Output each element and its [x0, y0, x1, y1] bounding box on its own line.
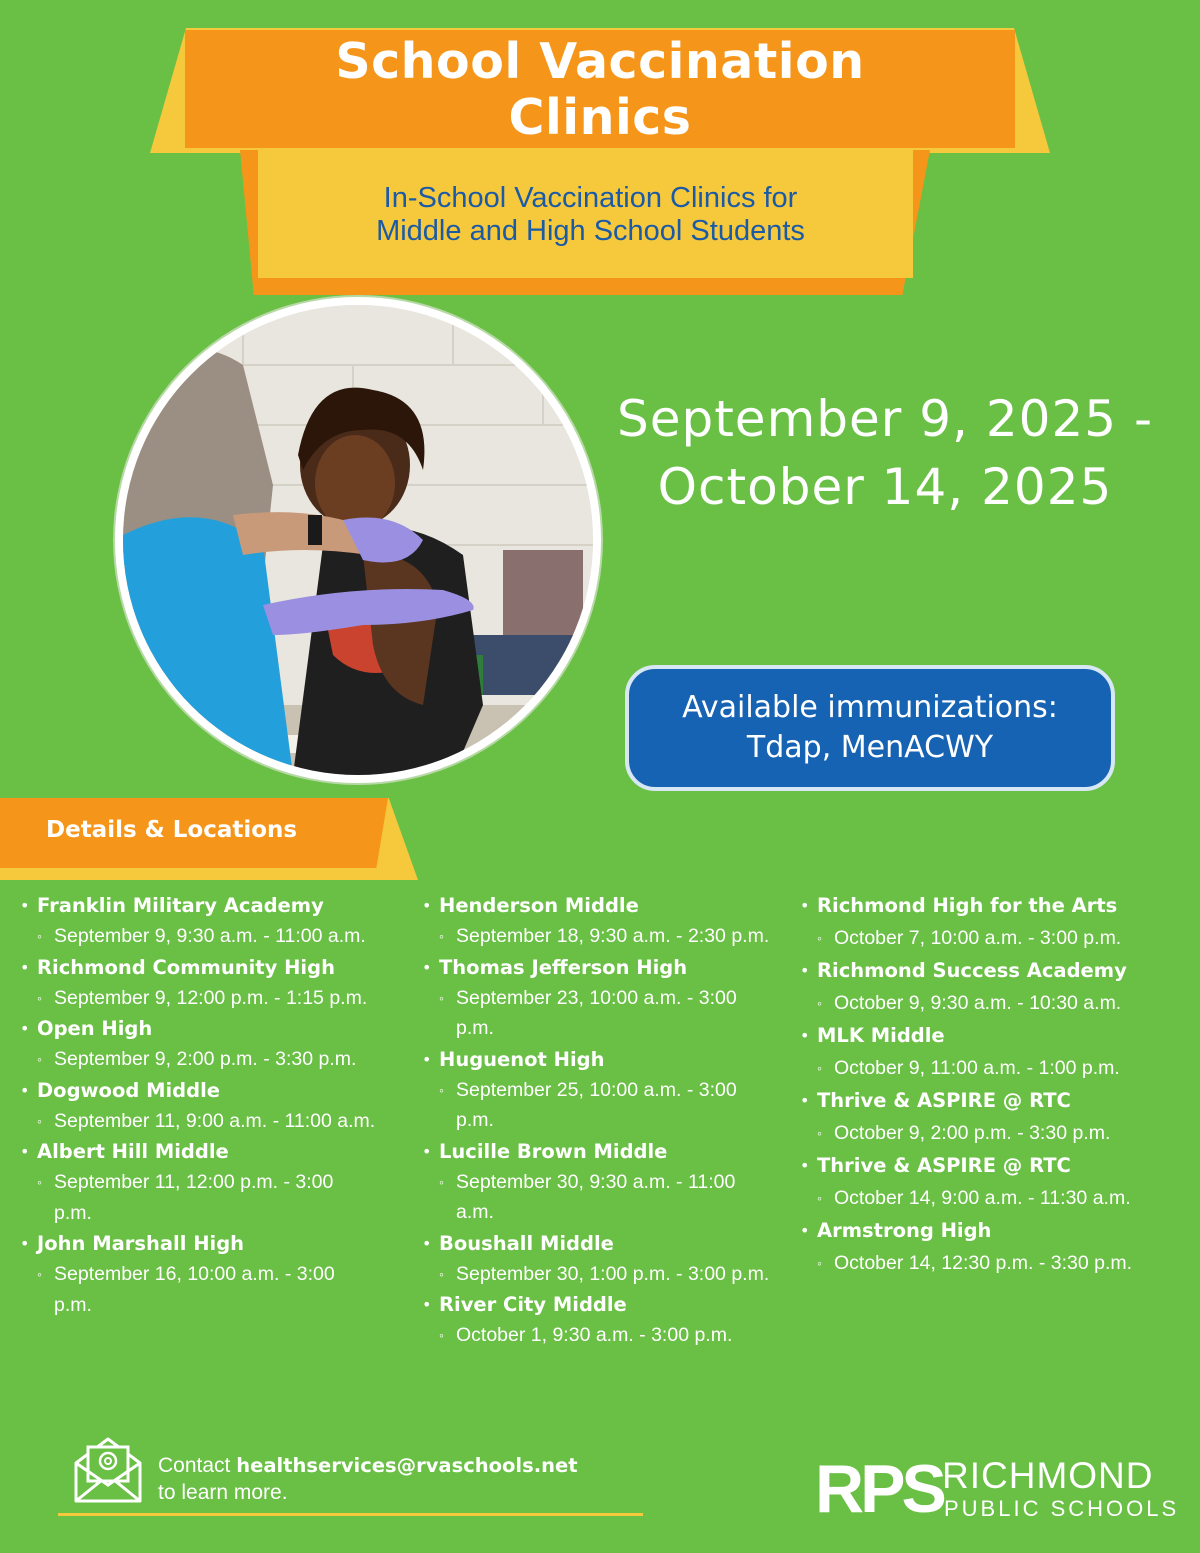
location-name: • Thomas Jefferson High	[439, 955, 688, 979]
immunizations-label: Available immunizations:	[682, 690, 1058, 725]
vaccination-illustration	[123, 305, 593, 775]
location-time: ◦ October 14, 12:30 p.m. - 3:30 p.m.	[817, 1246, 1195, 1280]
location-item	[800, 1215, 1195, 1280]
location-time: ◦ September 23, 10:00 a.m. - 3:00 p.m.	[439, 983, 771, 1044]
locations-column-3	[800, 890, 1195, 1280]
location-item	[20, 1075, 415, 1137]
page-subtitle	[258, 182, 923, 248]
title-line-1: School Vaccination	[335, 33, 865, 90]
location-name: • Armstrong High	[817, 1219, 992, 1242]
locations-list	[800, 890, 1195, 1280]
location-name: • Franklin Military Academy	[37, 894, 324, 917]
date-range-start: September 9, 2025 -	[616, 390, 1154, 448]
locations-list	[20, 890, 415, 1320]
location-time: ◦ October 9, 2:00 p.m. - 3:30 p.m.	[817, 1116, 1195, 1150]
location-item	[422, 952, 782, 1044]
location-item	[422, 1044, 782, 1136]
rps-logo-name: RICHMOND	[942, 1455, 1154, 1496]
location-time: ◦ October 9, 11:00 a.m. - 1:00 p.m.	[817, 1051, 1195, 1085]
location-name: • River City Middle	[439, 1293, 627, 1316]
location-item	[422, 890, 782, 952]
contact-prefix: Contact	[158, 1454, 237, 1477]
location-item	[20, 1136, 415, 1228]
location-name: • Richmond Success Academy	[817, 959, 1127, 982]
location-item	[20, 1228, 415, 1320]
location-name: • John Marshall High	[37, 1232, 245, 1255]
title-line-2: Clinics	[508, 89, 692, 146]
contact-email-link[interactable]: healthservices@rvaschools.net	[236, 1454, 578, 1477]
location-time: ◦ September 11, 12:00 p.m. - 3:00 p.m.	[37, 1167, 374, 1228]
date-range-end: October 14, 2025	[657, 458, 1113, 516]
contact-suffix: to learn more.	[158, 1481, 288, 1504]
locations-list	[422, 890, 782, 1351]
location-name: • Richmond High for the Arts	[817, 894, 1118, 917]
location-name: • Henderson Middle	[439, 894, 639, 917]
location-name: • MLK Middle	[817, 1024, 945, 1047]
location-time: ◦ September 9, 2:00 p.m. - 3:30 p.m.	[37, 1044, 374, 1075]
location-item	[422, 1228, 782, 1290]
location-time: ◦ September 30, 9:30 a.m. - 11:00 a.m.	[439, 1167, 771, 1228]
location-time: ◦ September 25, 10:00 a.m. - 3:00 p.m.	[439, 1075, 778, 1136]
subtitle-line-2: Middle and High School Students	[376, 215, 805, 247]
location-item	[20, 890, 415, 952]
locations-column-1	[20, 890, 415, 1320]
location-time: ◦ September 30, 1:00 p.m. - 3:00 p.m.	[439, 1259, 771, 1290]
locations-column-2	[422, 890, 782, 1351]
vaccination-photo	[123, 305, 593, 775]
location-name: • Lucille Brown Middle	[439, 1139, 668, 1163]
location-item	[800, 1085, 1195, 1150]
location-item	[800, 1020, 1195, 1085]
location-item	[20, 952, 415, 1014]
location-time: ◦ October 7, 10:00 a.m. - 3:00 p.m.	[817, 921, 1195, 955]
location-time: ◦ September 9, 9:30 a.m. - 11:00 a.m.	[37, 921, 415, 952]
contact-underline	[58, 1513, 643, 1516]
location-time: ◦ October 1, 9:30 a.m. - 3:00 p.m.	[439, 1320, 782, 1351]
immunizations-text	[625, 688, 1115, 768]
location-item	[800, 955, 1195, 1020]
details-heading: Details & Locations	[46, 817, 298, 843]
location-time: ◦ September 11, 9:00 a.m. - 11:00 a.m.	[37, 1106, 415, 1137]
location-item	[20, 1013, 415, 1075]
location-name: • Albert Hill Middle	[37, 1140, 229, 1163]
page-title	[185, 34, 1015, 146]
location-time: ◦ September 9, 12:00 p.m. - 1:15 p.m.	[37, 983, 415, 1014]
rps-logo-mark: RPS	[815, 1451, 943, 1527]
rps-logo-subtitle: PUBLIC SCHOOLS	[944, 1496, 1180, 1521]
location-time: ◦ September 16, 10:00 a.m. - 3:00 p.m.	[37, 1259, 374, 1320]
location-time: ◦ September 18, 9:30 a.m. - 2:30 p.m.	[439, 921, 771, 952]
date-range	[585, 385, 1185, 521]
location-item	[800, 890, 1195, 955]
location-name: • Open High	[37, 1017, 153, 1040]
subtitle-line-1: In-School Vaccination Clinics for	[383, 182, 798, 214]
contact-info	[158, 1452, 578, 1506]
location-name: • Boushall Middle	[439, 1231, 614, 1255]
envelope-at-icon	[72, 1435, 144, 1505]
location-name: • Dogwood Middle	[37, 1078, 221, 1102]
location-name: • Thrive & ASPIRE @ RTC	[817, 1154, 1071, 1177]
location-name: • Richmond Community High	[37, 955, 335, 979]
location-name: • Huguenot High	[439, 1047, 605, 1071]
location-time: ◦ October 14, 9:00 a.m. - 11:30 a.m.	[817, 1181, 1195, 1215]
location-name: • Thrive & ASPIRE @ RTC	[817, 1089, 1071, 1112]
immunizations-list: Tdap, MenACWY	[746, 730, 994, 765]
location-item	[800, 1150, 1195, 1215]
location-item	[422, 1289, 782, 1351]
location-time: ◦ October 9, 9:30 a.m. - 10:30 a.m.	[817, 986, 1195, 1020]
location-item	[422, 1136, 782, 1228]
